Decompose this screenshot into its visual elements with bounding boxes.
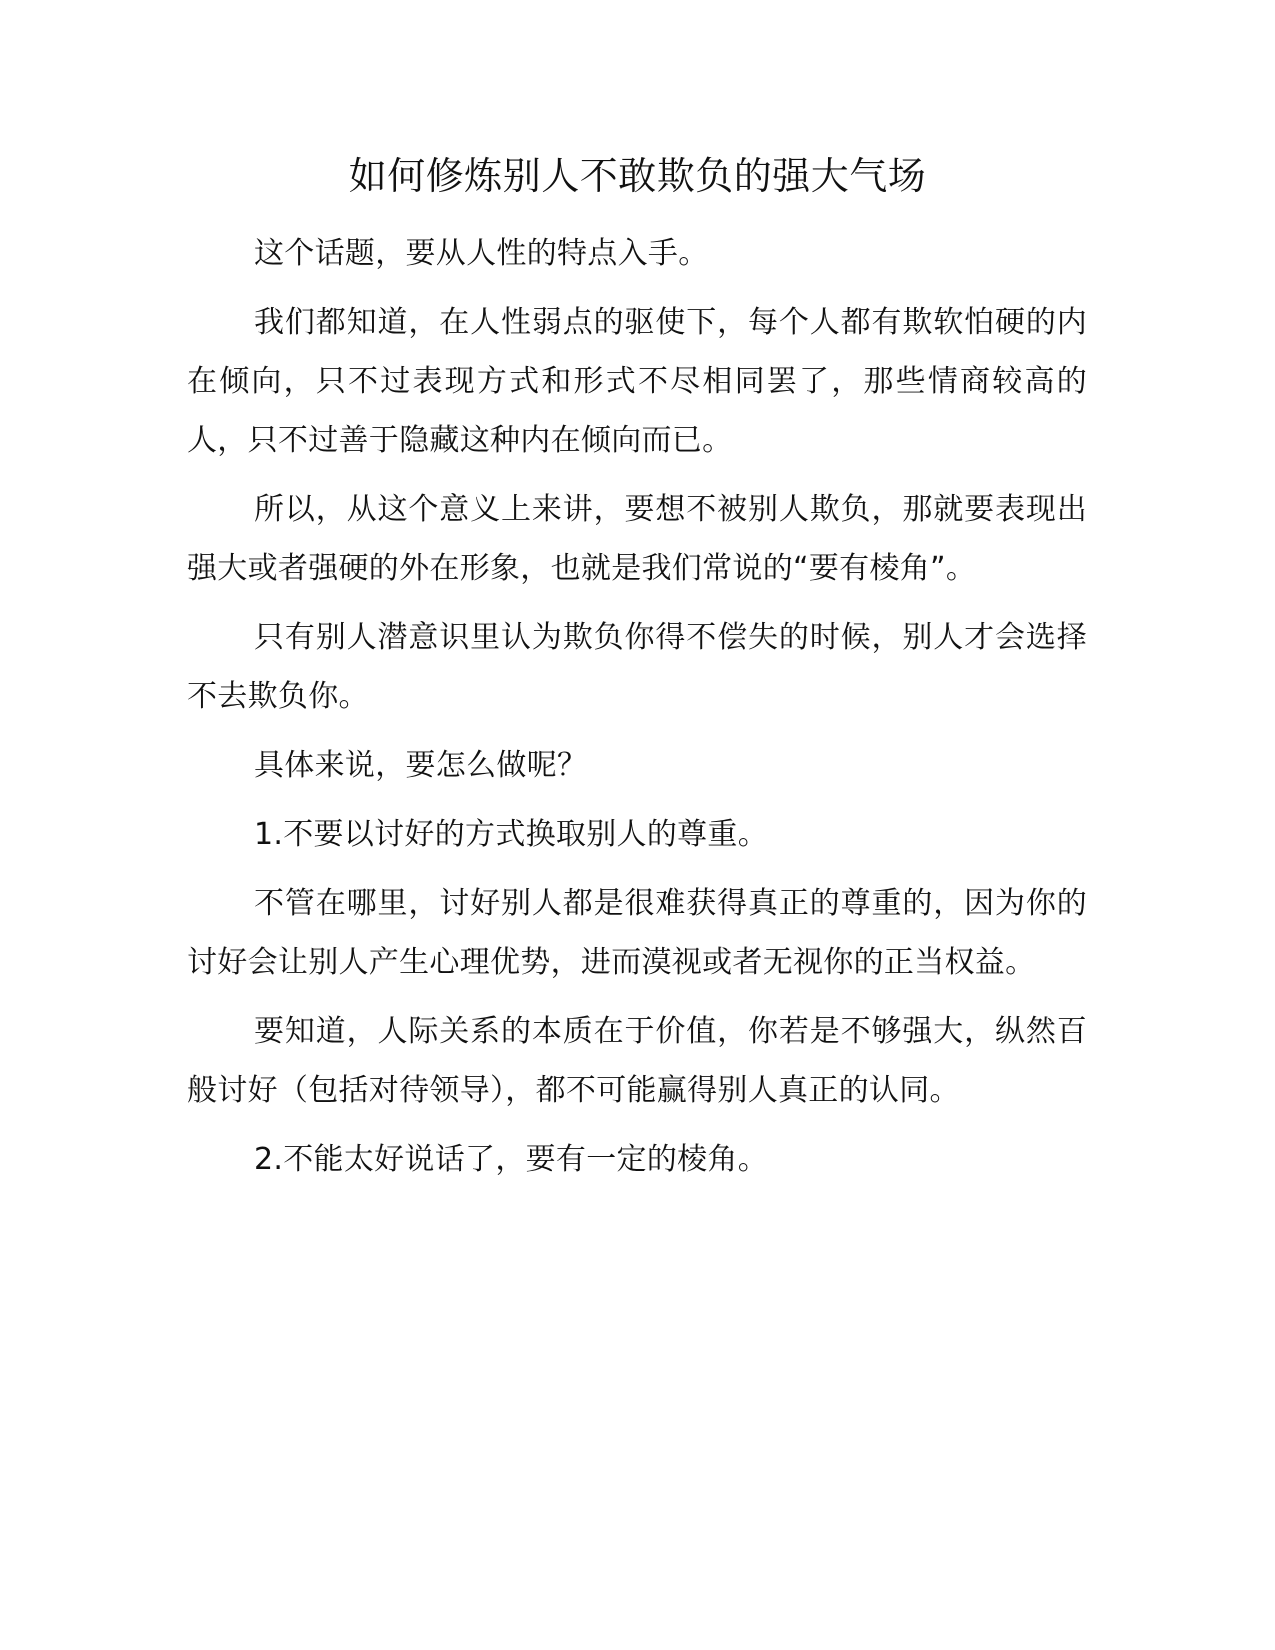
paragraph: 这个话题，要从人性的特点入手。 xyxy=(254,236,709,271)
paragraph: 我们都知道，在人性弱点的驱使下，每个人都有欺软怕硬的内在倾向，只不过表现方式和形式不尽相同罢了，那些情商较高的人，只不过善于隐藏这种内在倾向而已。 xyxy=(187,305,1087,458)
paragraph: 要知道，人际关系的本质在于价值，你若是不够强大，纵然百般讨好（包括对待领导），都不可能赢得别人真正的认同。 xyxy=(187,1014,1087,1108)
paragraph: 1.不要以讨好的方式换取别人的尊重。 xyxy=(254,817,769,852)
document-title: 如何修炼别人不敢欺负的强大气场 xyxy=(348,154,927,198)
paragraph: 2.不能太好说话了，要有一定的棱角。 xyxy=(254,1142,769,1177)
paragraph: 不管在哪里，讨好别人都是很难获得真正的尊重的，因为你的讨好会让别人产生心理优势，进而漠视或者无视你的正当权益。 xyxy=(187,886,1087,980)
paragraph: 具体来说，要怎么做呢？ xyxy=(254,748,588,783)
paragraph: 只有别人潜意识里认为欺负你得不偿失的时候，别人才会选择不去欺负你。 xyxy=(187,620,1087,714)
document-body xyxy=(187,224,1087,1199)
paragraph: 所以，从这个意义上来讲，要想不被别人欺负，那就要表现出强大或者强硬的外在形象，也就是我们常说的“要有棱角”。 xyxy=(187,492,1087,586)
